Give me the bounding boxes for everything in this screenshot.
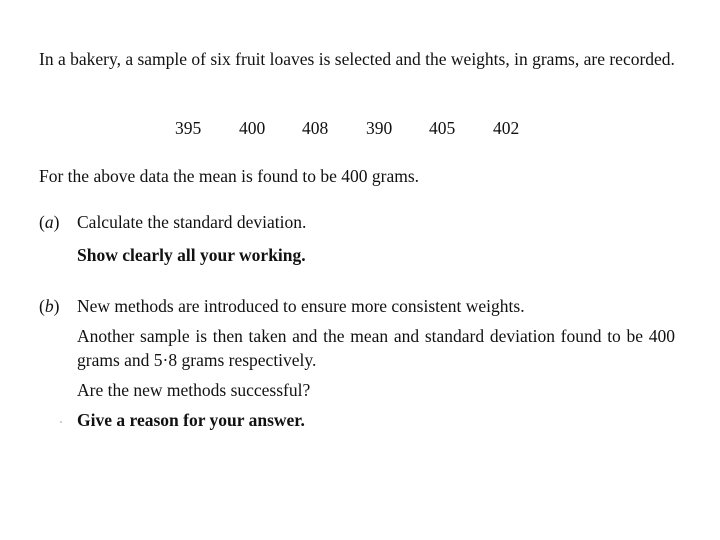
- part-b-line3: Are the new methods successful?: [77, 380, 311, 400]
- weight-value: 395: [175, 118, 202, 138]
- part-a-instruction: Show clearly all your working.: [77, 245, 306, 265]
- part-b-line2: Another sample is then taken and the mean and standard deviation found to be 400 grams and 5·8 grams respectively.: [77, 326, 675, 370]
- weight-value: 405: [429, 118, 456, 138]
- part-a-label: (a): [39, 212, 60, 232]
- part-b-instruction: Give a reason for your answer.: [77, 410, 305, 430]
- weights-row: [0, 118, 720, 142]
- intro-paragraph: In a bakery, a sample of six fruit loaves is selected and the weights, in grams, are recorded.: [39, 49, 675, 69]
- part-b-letter: b: [44, 296, 54, 316]
- weight-value: 402: [493, 118, 520, 138]
- mean-statement: For the above data the mean is found to be 400 grams.: [39, 166, 420, 186]
- part-b-line1: New methods are introduced to ensure more consistent weights.: [77, 296, 525, 316]
- weight-value: 400: [239, 118, 266, 138]
- part-b-label: (b): [39, 296, 60, 316]
- part-a-question: Calculate the standard deviation.: [77, 212, 307, 232]
- weight-value: 408: [302, 118, 329, 138]
- part-a-letter: a: [44, 212, 54, 232]
- scan-speck: [60, 421, 62, 423]
- weight-value: 390: [366, 118, 393, 138]
